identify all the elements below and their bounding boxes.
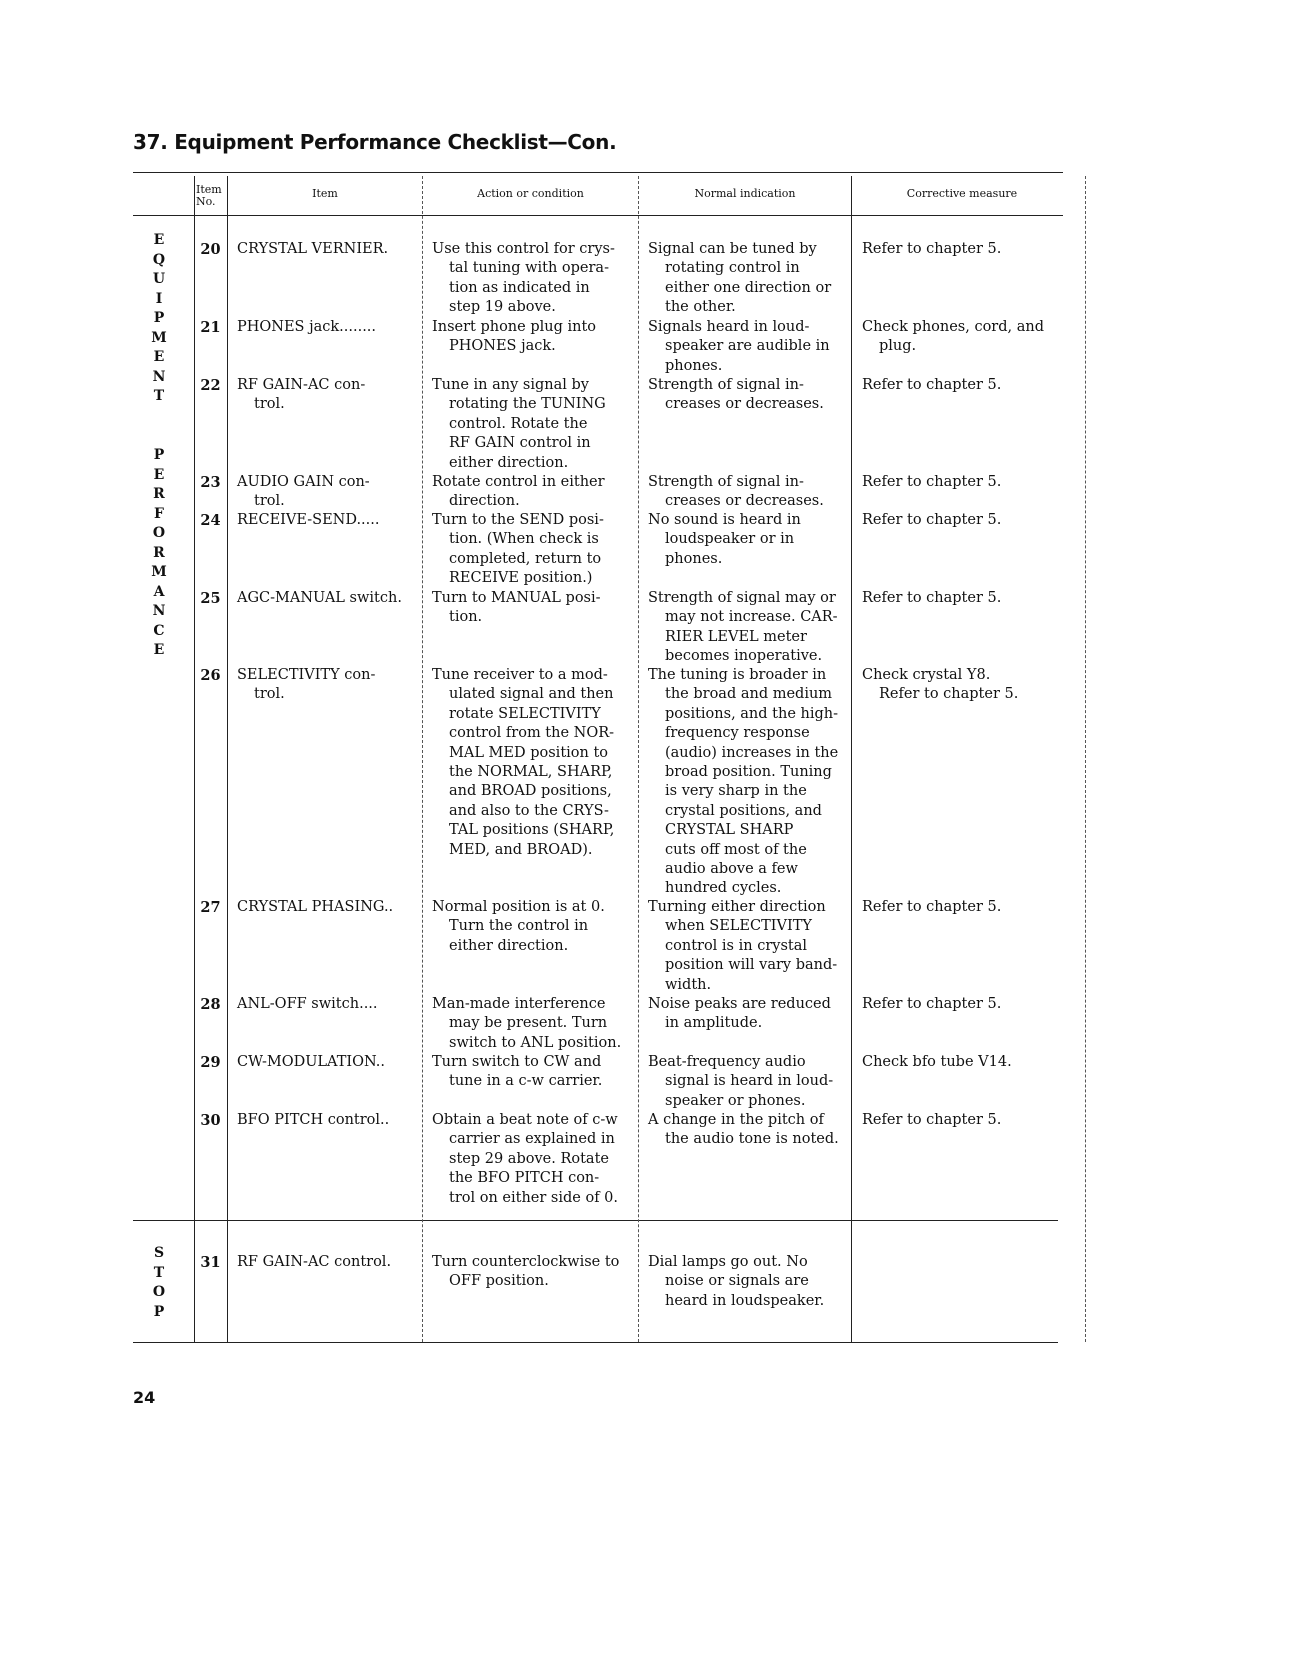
cell-line: Noise peaks are reduced [648,996,831,1012]
item-number: 28 [200,996,221,1013]
cell-line: Check crystal Y8. [862,667,991,683]
cell-line: Obtain a beat note of c-w [432,1112,618,1128]
section-letter: T [153,388,165,404]
cell-corrective [862,898,1001,917]
cell-line: (audio) increases in the [665,744,839,761]
item-number: 21 [200,319,221,336]
cell-line: Tune in any signal by [432,377,589,393]
header-item-no [196,184,226,208]
item-number: 29 [200,1054,221,1071]
table-top-rule [133,172,1063,173]
cell-normal [648,318,830,376]
cell-line: ANL-OFF switch.... [237,996,378,1012]
cell-line: RF GAIN-AC control. [237,1254,392,1270]
cell-line: rotating control in [665,260,800,277]
cell-line: frequency response [665,725,810,742]
cell-line: in amplitude. [665,1015,763,1032]
section-letter: O [152,525,166,541]
cell-action [432,473,605,512]
cell-line: trol. [254,493,285,510]
cell-line: Tune receiver to a mod- [432,667,608,683]
cell-line: A change in the pitch of [648,1112,824,1128]
cell-line: either direction. [449,937,569,954]
cell-line: tion as indicated in [449,279,590,296]
cell-line: BFO PITCH control.. [237,1112,390,1128]
item-number: 23 [200,474,221,491]
cell-normal [648,240,831,318]
cell-line: tion. (When check is [449,531,599,548]
cell-corrective [862,666,1018,705]
cell-line: crystal positions, and [665,802,822,819]
cell-normal [648,511,801,569]
cell-line: MED, and BROAD). [449,841,593,858]
header-corrective-measure: Corrective measure [906,187,1018,200]
cell-line: control from the NOR- [449,725,615,742]
section-letter: P [153,447,165,463]
cell-line: may be present. Turn [449,1015,608,1032]
cell-line: completed, return to [449,550,602,567]
section-letter: P [153,310,165,326]
cell-line: Turn to the SEND posi- [432,512,604,528]
section-letter: E [153,232,165,248]
cell-line: step 29 above. Rotate [449,1150,609,1167]
section-letter: M [151,329,167,346]
section-letter: E [153,642,165,658]
cell-line: the NORMAL, SHARP, [449,764,613,781]
cell-line: SELECTIVITY con- [237,667,376,683]
cell-line: tune in a c-w carrier. [449,1073,603,1090]
cell-line: loudspeaker or in [665,531,795,548]
cell-item [237,376,365,415]
cell-action [432,589,601,628]
cell-action [432,1253,619,1292]
cell-line: Refer to chapter 5. [862,590,1002,606]
cell-line: CRYSTAL SHARP [665,822,794,839]
cell-normal [648,898,837,995]
table-bottom-rule [133,1342,1058,1343]
cell-line: audio above a few [665,861,798,878]
cell-normal [648,666,838,899]
cell-line: The tuning is broader in [648,667,827,683]
cell-action [432,1053,602,1092]
section-letter: S [153,1245,165,1261]
cell-item [237,240,388,259]
column-rule [422,176,423,1342]
cell-corrective [862,511,1001,530]
cell-line: trol. [254,686,285,703]
cell-line: rotate SELECTIVITY [449,705,601,722]
cell-item [237,1053,385,1072]
cell-item [237,589,402,608]
cell-line: and BROAD positions, [449,783,612,800]
header-bottom-rule [133,215,1063,216]
cell-normal [648,589,838,667]
item-number: 27 [200,899,221,916]
cell-line: Refer to chapter 5. [862,899,1002,915]
cell-line: noise or signals are [665,1273,809,1290]
cell-line: TAL positions (SHARP, [449,822,615,839]
cell-line: Refer to chapter 5. [862,512,1002,528]
item-number: 30 [200,1112,221,1129]
cell-line: positions, and the high- [665,705,839,722]
cell-line: PHONES jack........ [237,319,377,335]
cell-item [237,995,378,1014]
cell-line: trol on either side of 0. [449,1189,619,1206]
cell-line: becomes inoperative. [665,648,823,665]
cell-line: Rotate control in either [432,474,605,490]
section-letter: M [151,564,167,580]
cell-line: Check bfo tube V14. [862,1054,1012,1070]
cell-line: tion. [449,609,483,626]
cell-line: either one direction or [665,279,832,296]
cell-line: trol. [254,396,285,413]
cell-line: No sound is heard in [648,512,801,528]
section-letter: A [153,583,165,600]
cell-line: Turn switch to CW and [432,1054,602,1070]
cell-line: Refer to chapter 5. [862,377,1002,393]
page-title: 37. Equipment Performance Checklist—Con. [133,130,617,154]
cell-corrective [862,995,1001,1014]
cell-line: the broad and medium [665,686,833,703]
section-letter: E [153,349,165,365]
table-right-edge [1085,176,1086,1342]
cell-line: RF GAIN-AC con- [237,377,366,393]
cell-line: Signal can be tuned by [648,241,817,257]
cell-action [432,240,615,318]
cell-line: Insert phone plug into [432,319,597,335]
cell-item [237,666,375,705]
cell-line: width. [665,976,712,993]
cell-action [432,376,606,473]
cell-line: switch to ANL position. [449,1034,622,1051]
cell-line: is very sharp in the [665,783,807,800]
cell-corrective [862,318,1044,357]
cell-line: when SELECTIVITY [665,918,812,935]
section-letter: Q [152,251,166,268]
cell-line: rotating the TUNING [449,396,606,413]
cell-line: either direction. [449,454,569,471]
cell-line: heard in loudspeaker. [665,1292,825,1309]
column-rule [227,176,228,1342]
cell-item [237,898,393,917]
cell-line: Turn counterclockwise to [432,1254,620,1270]
cell-line: RECEIVE-SEND..... [237,512,380,528]
cell-line: Refer to chapter 5. [862,474,1002,490]
cell-line: direction. [449,493,520,510]
cell-line: Turn to MANUAL posi- [432,590,601,606]
cell-line: cuts off most of the [665,841,807,858]
header-item-no-line: Item [196,183,222,196]
cell-line: Strength of signal in- [648,377,804,393]
cell-line: hundred cycles. [665,880,782,897]
cell-line: Dial lamps go out. No [648,1254,808,1270]
cell-line: creases or decreases. [665,493,824,510]
cell-normal [648,376,824,415]
section-letter: N [152,603,166,619]
cell-line: may not increase. CAR- [665,609,838,626]
cell-action [432,1111,618,1208]
item-number: 20 [200,241,221,258]
cell-corrective [862,473,1001,492]
cell-line: Normal position is at 0. [432,899,605,915]
item-number: 24 [200,512,221,529]
cell-line: Check phones, cord, and [862,319,1045,335]
cell-line: Strength of signal in- [648,474,804,490]
item-number: 26 [200,667,221,684]
cell-line: phones. [665,550,723,567]
section-letter: I [155,290,163,307]
section-letter: E [153,466,165,483]
cell-line: speaker are audible in [665,338,830,355]
cell-normal [648,1111,839,1150]
cell-corrective [862,589,1001,608]
section-letter: O [152,1284,166,1300]
cell-corrective [862,1111,1001,1130]
cell-action [432,511,604,589]
cell-line: CRYSTAL VERNIER. [237,241,389,257]
cell-line: AUDIO GAIN con- [237,474,370,490]
header-item-no-line: No. [196,195,216,208]
cell-line: RECEIVE position.) [449,570,593,587]
cell-line: Beat-frequency audio [648,1054,806,1070]
cell-line: Refer to chapter 5. [862,241,1002,257]
cell-line: the other. [665,299,736,316]
cell-line: tal tuning with opera- [449,260,609,277]
cell-line: position will vary band- [665,957,838,974]
cell-line: creases or decreases. [665,396,824,413]
cell-line: the audio tone is noted. [665,1131,839,1148]
cell-line: MAL MED position to [449,744,609,761]
section-letter: T [153,1264,165,1281]
cell-line: Refer to chapter 5. [879,686,1019,703]
item-number: 31 [200,1254,221,1271]
cell-normal [648,995,831,1034]
cell-line: PHONES jack. [449,338,556,355]
column-rule [194,176,195,1342]
cell-line: RF GAIN control in [449,435,591,452]
cell-line: Use this control for crys- [432,241,615,257]
section-letter: C [153,622,165,639]
cell-line: phones. [665,357,723,374]
cell-action [432,318,596,357]
header-normal-indication: Normal indication [694,187,796,200]
cell-line: CW-MODULATION.. [237,1054,385,1070]
cell-corrective [862,240,1001,259]
cell-item [237,1253,391,1272]
cell-line: the BFO PITCH con- [449,1170,600,1187]
cell-line: ulated signal and then [449,686,614,703]
cell-normal [648,473,824,512]
cell-line: RIER LEVEL meter [665,628,807,645]
section-letter: P [153,1303,165,1320]
column-rule [638,176,639,1342]
cell-action [432,666,614,860]
section-divider-rule [133,1220,1058,1221]
section-letter: U [152,271,166,287]
item-number: 25 [200,590,221,607]
cell-line: Signals heard in loud- [648,319,810,335]
item-number: 22 [200,377,221,394]
section-letter: F [154,505,164,522]
cell-action [432,995,621,1053]
cell-line: OFF position. [449,1273,549,1290]
header-action: Action or condition [477,187,584,200]
cell-line: control is in crystal [665,937,807,954]
cell-line: CRYSTAL PHASING.. [237,899,394,915]
cell-line: carrier as explained in [449,1131,615,1148]
cell-line: step 19 above. [449,299,556,316]
cell-item [237,1111,389,1130]
cell-normal [648,1253,824,1311]
cell-line: Man-made interference [432,996,606,1012]
section-letter: R [153,544,165,561]
cell-line: AGC-MANUAL switch. [237,590,402,606]
cell-corrective [862,1053,1012,1072]
cell-line: control. Rotate the [449,415,588,432]
column-rule [851,176,852,1342]
cell-line: Turning either direction [648,899,826,915]
cell-line: signal is heard in loud- [665,1073,834,1090]
cell-line: Refer to chapter 5. [862,1112,1002,1128]
cell-line: and also to the CRYS- [449,802,609,819]
cell-line: Strength of signal may or [648,590,836,606]
cell-corrective [862,376,1001,395]
header-item: Item [312,187,338,200]
cell-item [237,473,370,512]
cell-line: plug. [879,338,917,355]
cell-item [237,511,380,530]
section-letter: R [153,486,165,502]
cell-action [432,898,605,956]
page-number: 24 [133,1388,156,1407]
cell-normal [648,1053,833,1111]
cell-line: Turn the control in [449,918,589,935]
cell-line: speaker or phones. [665,1092,806,1109]
section-letter: N [152,368,166,385]
cell-line: broad position. Tuning [665,764,832,781]
cell-item [237,318,376,337]
cell-line: Refer to chapter 5. [862,996,1002,1012]
